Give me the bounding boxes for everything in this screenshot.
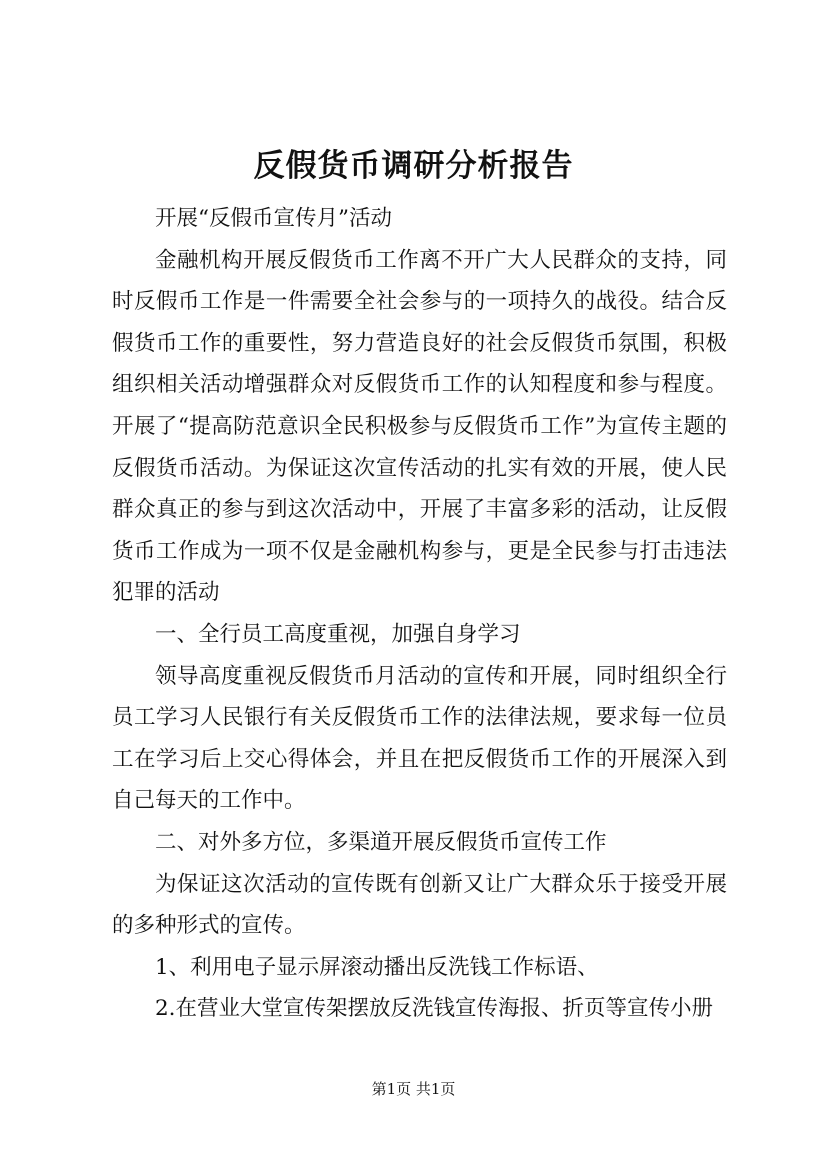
document-title: 反假货币调研分析报告 — [253, 148, 574, 184]
page-footer: 第1页 共1页 — [371, 1080, 456, 1098]
section-heading-1: 一、全行员工高度重视，加强自身学习 — [155, 621, 521, 647]
list-item-1: 1、利用电子显示屏滚动播出反洗钱工作标语、 — [155, 954, 599, 980]
section-heading-campaign: 开展“反假币宣传月”活动 — [155, 206, 392, 231]
list-item-2: 2.在营业大堂宣传架摆放反洗钱宣传海报、折页等宣传小册 — [155, 996, 714, 1022]
paragraph-intro: 金融机构开展反假货币工作离不开广大人民群众的支持，同时反假币工作是一件需要全社会参与的一项持久的战役。结合反假货币工作的重要性，努力营造良好的社会反假货币氛围，积极组织相关活动增强群众对反假货币工作的认知程度和参与程度。开展了“提高防范意识全民积极参与反假货币工作”为宣传主题的反假货币活动。为保证这次宣传活动的扎实有效的开展，使人民群众真正的参与到这次活动中，开展了丰富多彩的活动，让反假货币工作成为一项不仅是金融机构参与，更是全民参与打击违法犯罪的活动 — [112, 247, 727, 606]
paragraph-section-1: 领导高度重视反假货币月活动的宣传和开展，同时组织全行员工学习人民银行有关反假货币工作的法律法规，要求每一位员工在学习后上交心得体会，并且在把反假货币工作的开展深入到自己每天的工作中。 — [112, 663, 727, 814]
document-body — [112, 198, 727, 1030]
paragraph-section-2: 为保证这次活动的宣传既有创新又让广大群众乐于接受开展的多种形式的宣传。 — [112, 871, 727, 939]
section-heading-2: 二、对外多方位，多渠道开展反假货币宣传工作 — [155, 829, 607, 855]
